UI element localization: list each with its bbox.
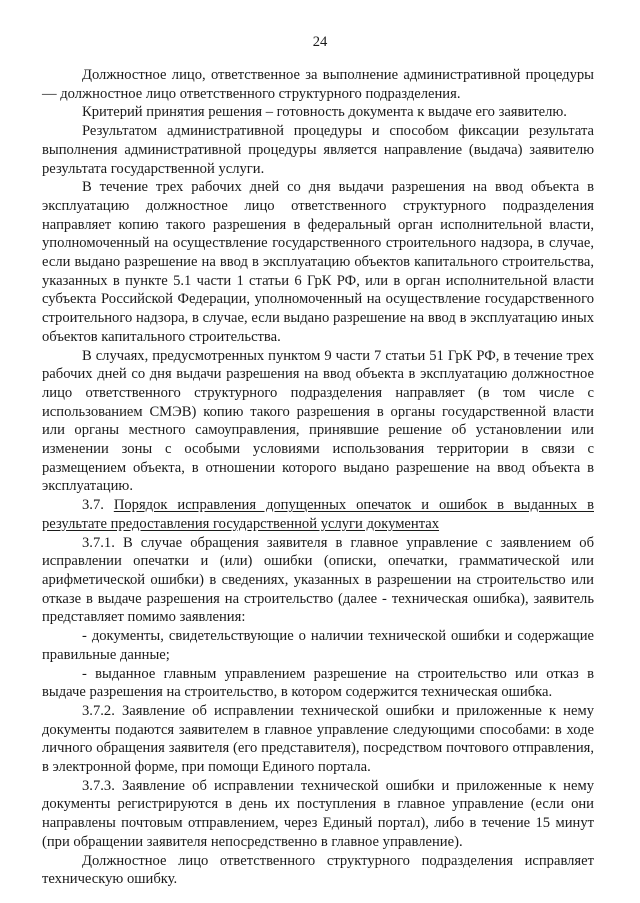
list-item-issued-permit: - выданное главным управлением разрешение на строительство или отказ в выдаче разрешения на строительство, в котором содержится техническая ошибка. xyxy=(42,665,594,701)
section-heading-3-7 xyxy=(42,496,594,533)
paragraph-copy-to-federal-body: В течение трех рабочих дней со дня выдачи разрешения на ввод объекта в эксплуатацию должностное лицо ответственного структурного подразделения направляет копию такого разрешения в федеральный орган исполнительной власти, уполномоченный на осуществление государственного строительного надзора, в случае, если выдано разрешение на ввод в эксплуатацию объектов капитального строительства, указанных в пункте 5.1 части 1 статьи 6 ГрК РФ, или в орган исполнительной власти субъекта Российской Федерации, уполномоченный на осуществление государственного строительного надзора, в случае, если выдано разрешение на ввод в эксплуатацию иных объектов капитального строительства. xyxy=(42,179,594,345)
paragraph-procedure-result: Результатом административной процедуры и способом фиксации результата выполнения административной процедуры является направление (выдача) заявителю результата государственной услуги. xyxy=(42,123,594,177)
paragraph-copy-to-authorities: В случаях, предусмотренных пунктом 9 части 7 статьи 51 ГрК РФ, в течение трех рабочих дней со дня выдачи разрешения на ввод объекта в эксплуатацию должностное лицо ответственного структурного подразделения направляет (в том числе с использованием СМЭВ) копию такого разрешения в органы государственной власти или органы местного самоуправления, принявшие решение об установлении или изменении зоны с особыми условиями использования территории в связи с размещением объекта, в отношении которого выдано разрешение на ввод объекта в эксплуатацию. xyxy=(42,347,594,495)
paragraph-3-7-2: 3.7.2. Заявление об исправлении технической ошибки и приложенные к нему документы подаются заявителем в главное управление следующими способами: в ходе личного обращения заявителя (его представителя), посредством почтового отправления, в электронной форме, при помощи Единого портала. xyxy=(42,702,594,776)
document-body xyxy=(42,66,594,889)
section-number: 3.7. xyxy=(82,497,104,514)
list-item-documents: - документы, свидетельствующие о наличии технической ошибки и содержащие правильные данные; xyxy=(42,628,594,663)
paragraph-3-7-3: 3.7.3. Заявление об исправлении технической ошибки и приложенные к нему документы регистрируются в день их поступления в главное управление (если они направлены почтовым отправлением, через Единый портал), либо в течение 15 минут (при обращении заявителя непосредственно в главное управление). xyxy=(42,777,594,850)
page-number: 24 xyxy=(312,34,328,50)
paragraph-3-7-1: 3.7.1. В случае обращения заявителя в главное управление с заявлением об исправлении опечатки и (или) ошибки (описки, опечатки, грамматической или арифметической ошибки) в сведениях, указанных в разрешении на строительство или отказе в выдаче разрешения на строительство (далее - техническая ошибка), заявитель представляет помимо заявления: xyxy=(42,534,594,626)
section-title: Порядок исправления допущенных опечаток и ошибок в выданных в результате предоставления государственной услуги документах xyxy=(42,497,594,532)
paragraph-decision-criterion: Критерий принятия решения – готовность документа к выдаче его заявителю. xyxy=(82,104,567,121)
paragraph-responsible-official: Должностное лицо, ответственное за выполнение административной процедуры — должностное лицо ответственного структурного подразделения. xyxy=(42,67,594,102)
paragraph-official-corrects: Должностное лицо ответственного структурного подразделения исправляет техническую ошибку. xyxy=(42,852,594,888)
